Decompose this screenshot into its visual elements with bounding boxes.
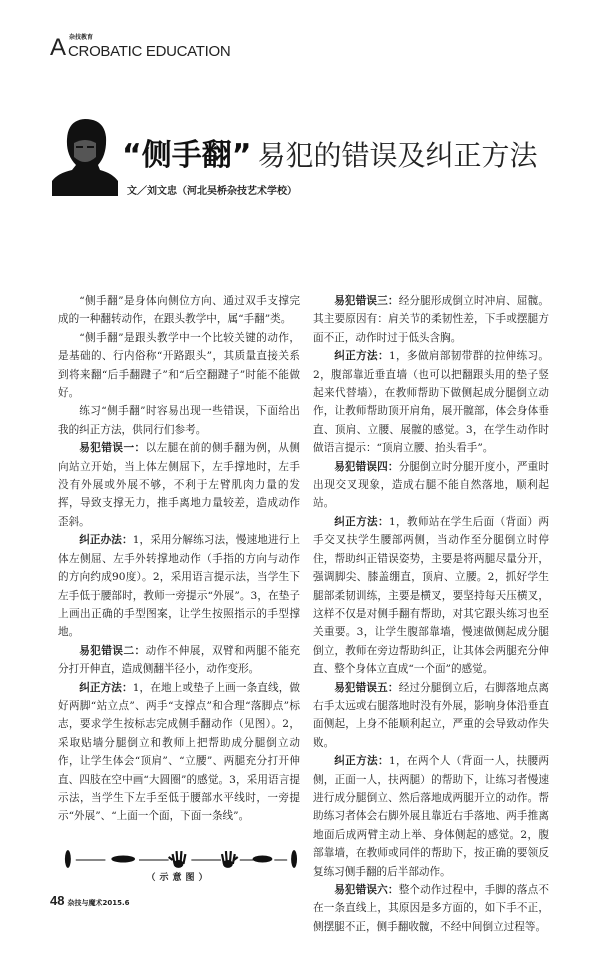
paragraph [313, 881, 549, 936]
paragraph-lead: 纠正方法： [334, 350, 389, 363]
foot-icon [65, 850, 71, 868]
brand-cn: 杂技教育 [69, 34, 94, 41]
paragraph-text: 1，采用分解练习法，慢速地进行上体左侧屈、左手外转撑地动作（手指的方向与动作的方向约成90度）。2，采用语言提示法，当学生下左手低于腰部时，教师一旁提示“外展”。3，在垫子上画出正确的手型图案，让学生按照指示的手型撑地。 [58, 534, 300, 639]
magazine-issue: 杂技与魔术2015.6 [67, 898, 130, 907]
paragraph [313, 458, 549, 513]
paragraph-lead: 易犯错误一： [79, 442, 146, 455]
page-footer [50, 892, 300, 911]
paragraph-text: “侧手翻”是身体向侧位方向、通过双手支撑完成的一种翻转动作，在跟头教学中，属“手翻”类。 [58, 295, 300, 326]
paragraph [313, 752, 549, 881]
paragraph [313, 347, 549, 457]
brand-initial: A [50, 34, 67, 61]
brand-name: CROBATIC EDUCATION [68, 43, 231, 60]
paragraph [58, 292, 300, 329]
paragraph [313, 292, 549, 347]
paragraph-lead: 易犯错误五： [334, 681, 399, 694]
foot-icon [291, 850, 297, 868]
paragraph-lead: 易犯错误四： [334, 460, 399, 473]
paragraph-lead: 纠正方法： [334, 515, 389, 528]
paragraph-text: 1，在地上或垫子上画一条直线，做好两脚“站立点”、两手“支撑点”和合理“落脚点”标志，要求学生按标志完成侧手翻动作（见图）。2，采取贴墙分腿倒立和教师上把帮助成分腿倒立动作，让学生体会“顶肩”、“立腰”、两腿充分打开伸直、四肢在空中画“大圆圈”的感觉。3，采用语言提示法，当学生下左手至低于腰部水平线时，一旁提示“外展”、“上面一个面，下面一条线”。 [58, 681, 300, 823]
paragraph-lead: 易犯错误六： [334, 884, 399, 896]
paragraph-text: “侧手翻”是跟头教学中一个比较关键的动作，是基础的、行内俗称“开路跟头”，其质量直接关系到将来翻“后手翻踺子”和“后空翻踺子”时能不能做好。 [58, 331, 300, 400]
diagram-figure [58, 848, 300, 870]
left-column-wrapper [50, 292, 301, 911]
foot-icon [253, 855, 273, 862]
paragraph [313, 513, 549, 679]
paragraph-text: 分腿倒立时分腿开度小，严重时出现交叉现象，造成右腿不能自然落地，顺利起站。 [313, 460, 550, 510]
title-quoted: “侧手翻” [122, 138, 252, 173]
paragraph-lead: 易犯错误二： [79, 644, 146, 657]
paragraph-lead: 纠正方法： [79, 681, 133, 694]
paragraph [58, 531, 300, 641]
paragraph-text: 经分腿形成倒立时冲肩、屈髋。其主要原因有：肩关节的柔韧性差，下手或摆腿方面不正，动作时过于低头含胸。 [313, 295, 550, 344]
article-title [122, 138, 537, 178]
paragraph [58, 642, 300, 679]
foot-icon [111, 855, 135, 862]
paragraph [58, 329, 300, 403]
paragraph-text: 经过分腿倒立后，右脚落地点离右手太远或右腿落地时没有外展，影响身体沿垂直面侧起，上身不能顺利起立，严重的会导致动作失败。 [313, 681, 550, 749]
paragraph-text: 1，多做肩部韧带群的拉伸练习。2，腹部靠近垂直墙（也可以把翻跟头用的垫子竖起来代替墙），在教师帮助下做侧起成分腿倒立动作，让教师帮助顶开肩角，展开髋部，体会身体垂直、顶肩、立腰、展髋的感觉。3，在学生动作时做语言提示：“顶肩立腰、抬头看手”。 [313, 350, 550, 455]
paragraph-text: 练习“侧手翻”时容易出现一些错误，下面给出我的纠正方法，供同行们参考。 [58, 405, 300, 436]
right-column [313, 292, 549, 936]
paragraph-lead: 纠正方法： [334, 755, 389, 768]
paragraph [313, 679, 549, 753]
paragraph-text: 1，在两个人（背面一人，扶腰两侧，正面一人，扶两腿）的帮助下，让练习者慢速进行成分腿倒立、然后落地成两腿开立的动作。帮助练习者体会右脚外展且靠近右手落地、两手推离地面后成两臂主动上举、身体侧起的感觉。2，腹部靠墙，在教师或同伴的帮助下，按正确的要领反复练习侧手翻的后半部动作。 [313, 755, 550, 878]
magazine-header [50, 28, 250, 62]
paragraph [58, 679, 300, 826]
author-photo [52, 115, 118, 196]
paragraph-text: 以左腿在前的侧手翻为例，从侧向站立开始，当上体左侧屈下，左手撑地时，左手没有外展或外展不够，不利于左臂肌肉力量的发挥，导致支撑无力，推手离地力量较差，造成动作歪斜。 [58, 442, 301, 528]
paragraph [58, 402, 300, 439]
paragraph-lead: 纠正办法： [79, 534, 133, 547]
paragraph-text: 动作不伸展，双臂和两腿不能充分打开伸直，造成侧翻半径小，动作变形。 [58, 644, 301, 676]
paragraph [58, 439, 300, 531]
paragraph-text: 1，教师站在学生后面（背面）两手交叉扶学生腰部两侧，当动作至分腿倒立时停住，帮助纠正错误姿势，主要是将两腿尽量分开，强调脚尖、膝盖绷直，顶肩、立腰。2，抓好学生腿部柔韧训练，主要是横叉，要坚持每天压横叉，这样不仅是对侧手翻有帮助，对其它跟头练习也至关重要。3，让学生腹部靠墙，慢速做侧起成分腿倒立，教师在旁边帮助纠正，让其体会两腿充分伸直、整个身体立直成“一个面”的感觉。 [313, 515, 550, 676]
figure-caption: （示意图） [146, 872, 212, 883]
page-number: 48 [50, 892, 65, 908]
title-rest: 易犯的错误及纠正方法 [257, 139, 538, 172]
paragraph-lead: 易犯错误三： [334, 295, 399, 307]
paragraph-text: 整个动作过程中，手脚的落点不在一条直线上，其原因是多方面的，如下手不正，侧摆腿不正，侧手翻收髋，不经中间倒立过程等。 [313, 884, 550, 933]
left-column [58, 292, 300, 826]
byline: 文／刘文忠（河北吴桥杂技艺术学校） [127, 186, 297, 197]
